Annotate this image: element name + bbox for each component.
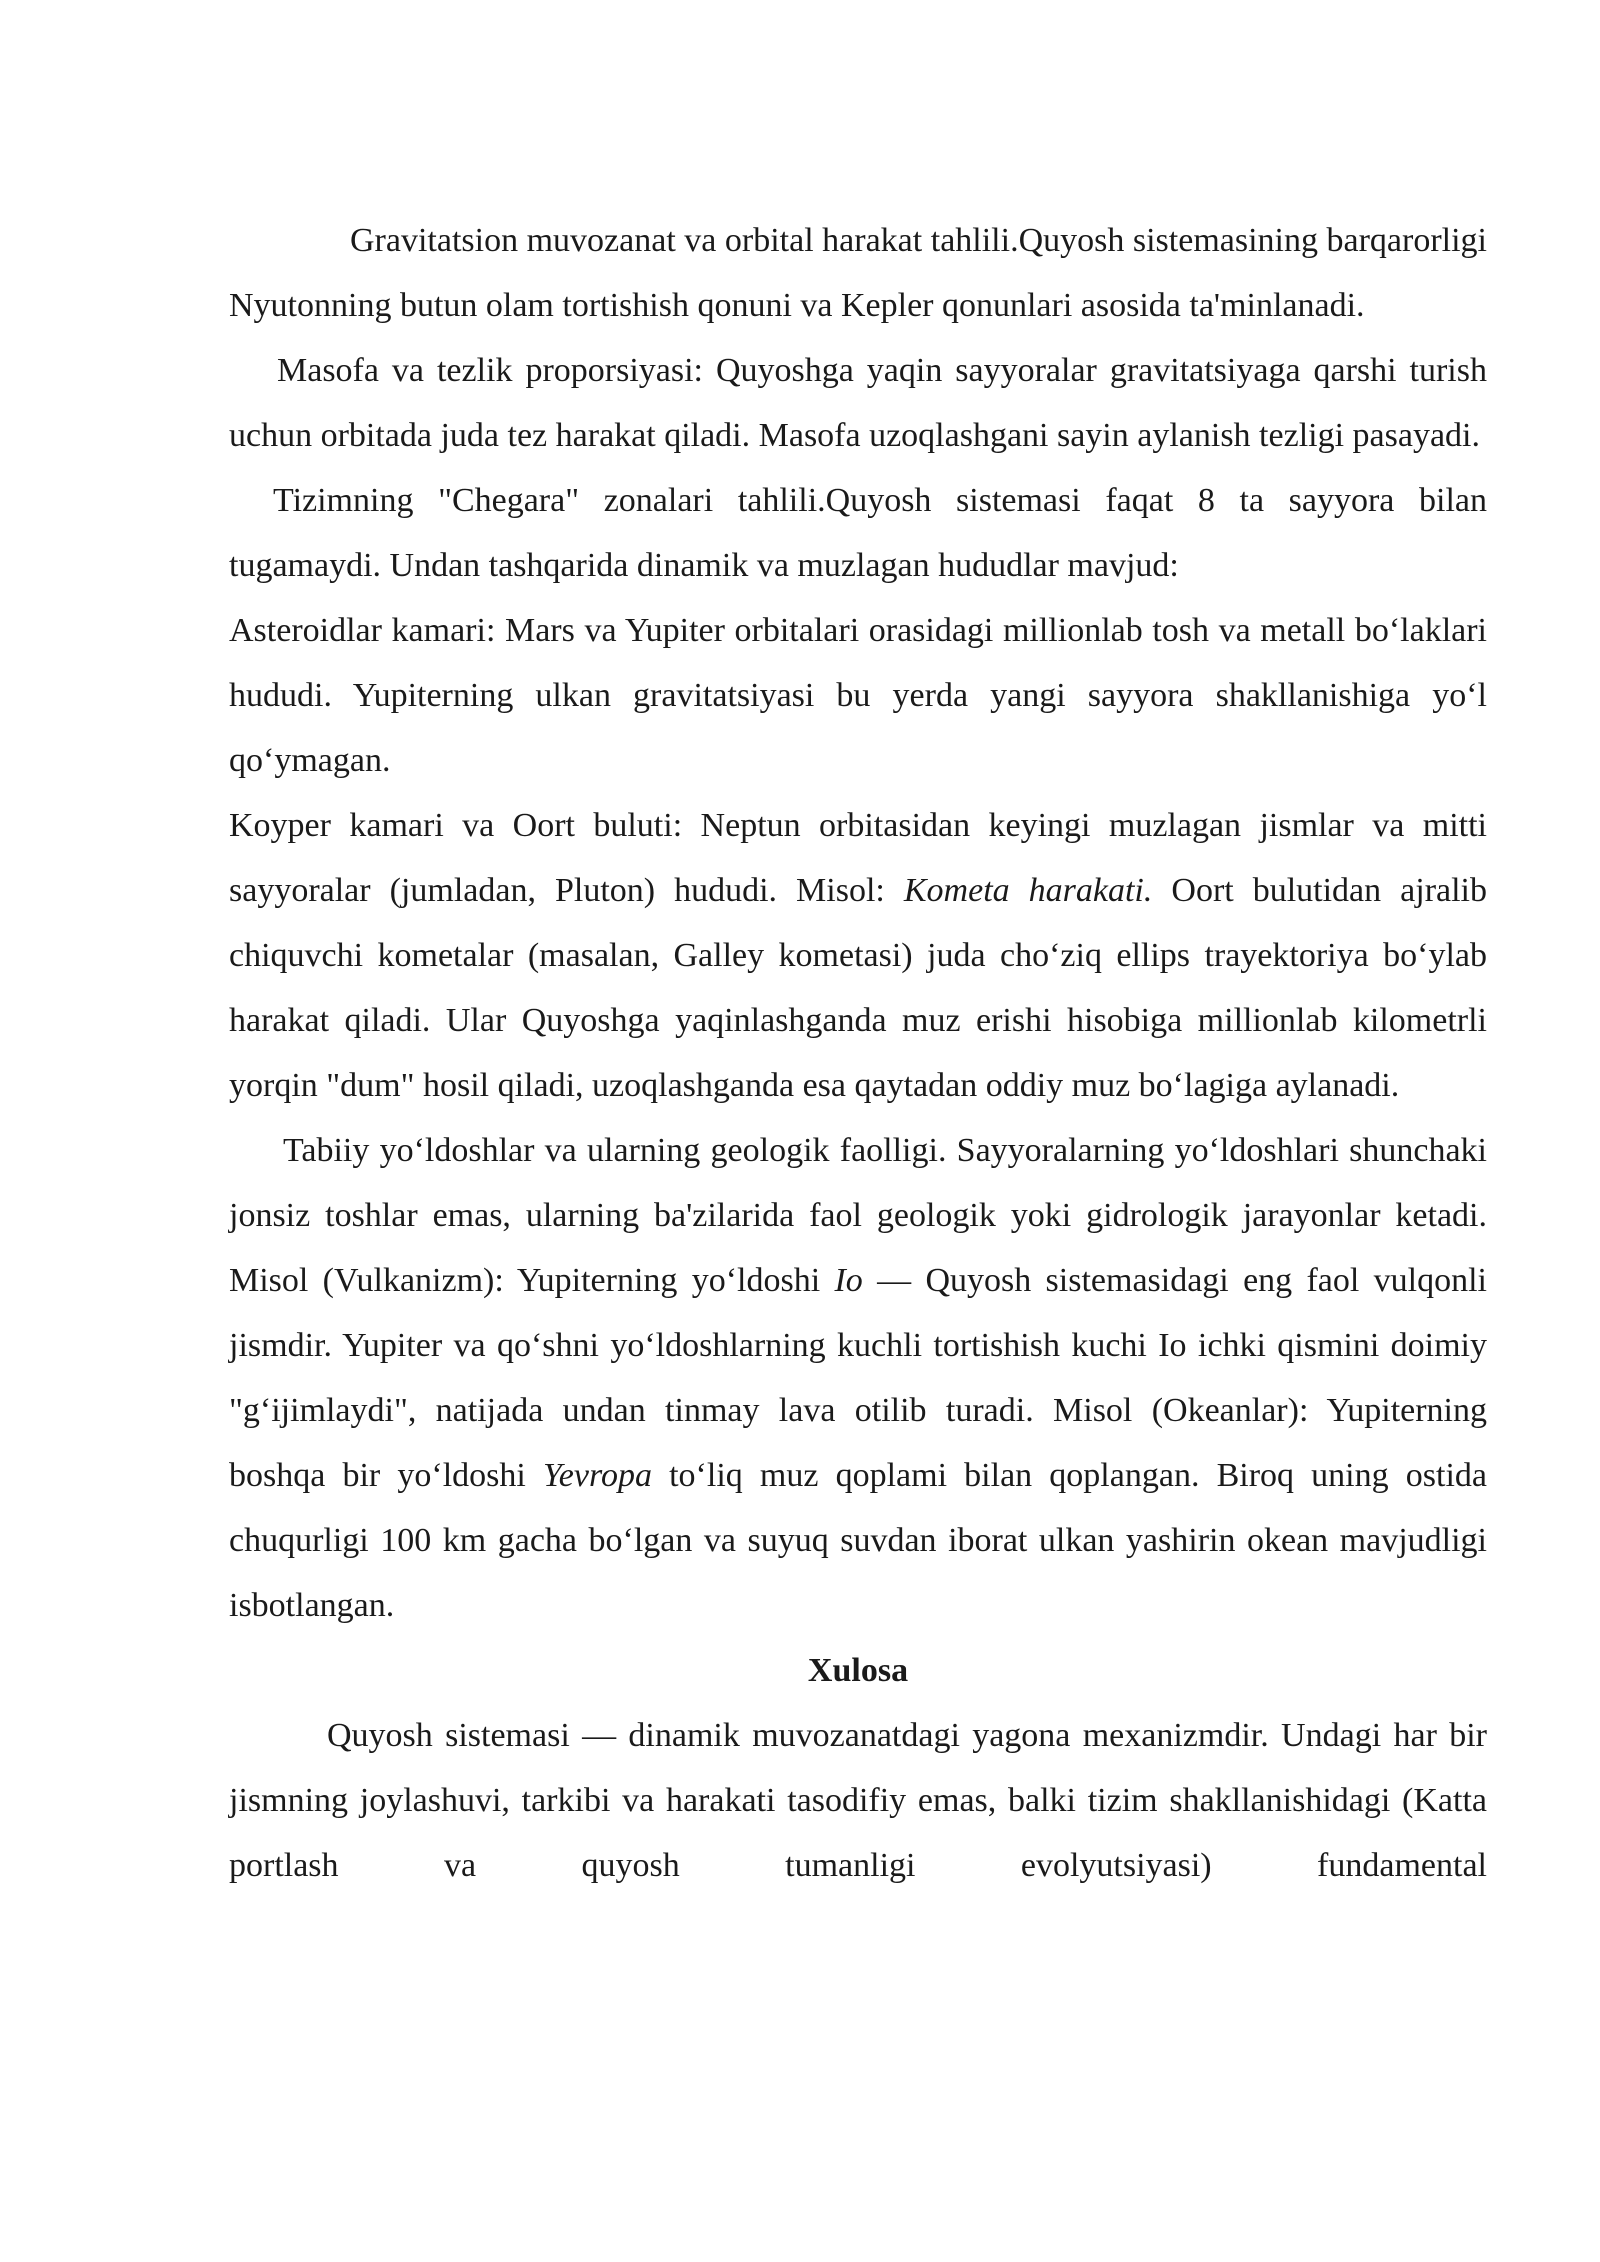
paragraph-distance-speed: Masofa va tezlik proporsiyasi: Quyoshga yaqin sayyoralar gravitatsiyaga qarshi turish uchun orbitada juda tez harakat qiladi. Masofa uzoqlashgani sayin aylanish tezligi pasayadi. [229,352,1487,454]
paragraph-text: Oort bulutidan ajralib chiquvchi kometalar (masalan, Galley kometasi) juda cho‘ziq ellips trayektoriya bo‘ylab harakat qiladi. Ular Quyoshga yaqinlashganda muz erishi hisobiga millionlab kilometrli yorqin "dum" hosil qiladi, uzoqlashganda esa qaytadan oddiy muz bo‘lagiga aylanadi. [229,872,1488,1104]
paragraph-conclusion: Quyosh sistemasi — dinamik muvozanatdagi yagona mexanizmdir. Undagi har bir jismning joylashuvi, tarkibi va harakati tasodifiy emas, balki tizim shakllanishidagi (Katta portlash va quyosh tumanligi evolyutsiyasi) fundamental [229,1717,1487,1884]
paragraph-text: Koyper kamari va Oort buluti: Neptun orbitasidan keyingi muzlagan jismlar va mitti sayyoralar (jumladan, Pluton) hududi. Misol: [229,807,1487,909]
italic-term: Kometa harakati. [903,872,1153,909]
paragraph-text: — Quyosh sistemasidagi eng faol vulqonli jismdir. Yupiter va qo‘shni yo‘ldoshlarning kuchli tortishish kuchi Io ichki qismini doimiy "g‘ijimlaydi", natijada undan tinmay lava otilib turadi. Misol (Okeanlar): Yupiterning boshqa bir yo‘ldoshi [229,1262,1487,1494]
paragraph-kuiper-oort [229,793,1487,1118]
paragraph-gravitational-balance: Gravitatsion muvozanat va orbital harakat tahlili.Quyosh sistemasining barqarorligi Nyutonning butun olam tortishish qonuni va Kepler qonunlari asosida ta'minlanadi. [229,222,1487,324]
italic-term: Yevropa [543,1457,652,1494]
italic-term: Io [834,1262,863,1299]
section-heading-conclusion: Xulosa [807,1652,909,1689]
paragraph-natural-satellites [229,1118,1487,1638]
paragraph-asteroid-belt: Asteroidlar kamari: Mars va Yupiter orbitalari orasidagi millionlab tosh va metall bo‘laklari hududi. Yupiterning ulkan gravitatsiyasi bu yerda yangi sayyora shakllanishiga yo‘l qo‘ymagan. [229,612,1487,779]
paragraph-text: to‘liq muz qoplami bilan qoplangan. Biroq uning ostida chuqurligi 100 km gacha bo‘lgan va suyuq suvdan iborat ulkan yashirin okean mavjudligi isbotlangan. [229,1457,1487,1624]
document-body [229,208,1487,1898]
paragraph-boundary-zones: Tizimning "Chegara" zonalari tahlili.Quyosh sistemasi faqat 8 ta sayyora bilan tugamaydi. Undan tashqarida dinamik va muzlagan hududlar mavjud: [229,482,1487,584]
paragraph-text: Tabiiy yo‘ldoshlar va ularning geologik faolligi. Sayyoralarning yo‘ldoshlari shunchaki jonsiz toshlar emas, ularning ba'zilarida faol geologik yoki gidrologik jarayonlar ketadi. Misol (Vulkanizm): Yupiterning yo‘ldoshi [229,1132,1487,1299]
